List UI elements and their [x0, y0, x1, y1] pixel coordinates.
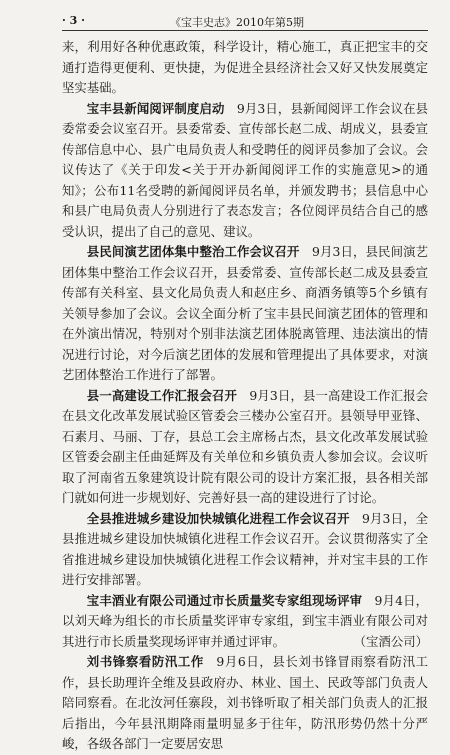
- article-body: [62, 37, 428, 755]
- page-number: · 3 ·: [62, 14, 85, 27]
- news-headline: 刘书锋察看防汛工作: [86, 654, 204, 669]
- paragraph-text: 9月4日，以刘天峰为组长的市长质量奖评审专家组，到宝丰酒业有限公司对其进行市长质量奖现场评审并通过评审。: [62, 592, 428, 649]
- news-headline: 县一高建设工作汇报会召开: [86, 387, 237, 403]
- paragraph: [62, 242, 428, 386]
- paragraph-text: 9月3日，县民间演艺团体集中整治工作会议召开，县委常委、宣传部长赵二成及县委宣传部有关科室、县文化局负责人和赵庄乡、商酒务镇等5个乡镇有关领导参加了会议。会议全面分析了宝丰县民间演艺团体的管理和在外演出情况，特别对个别非法演艺团体脱离管理、违法演出的情况进行讨论，对今后演艺团体的发展和管理提出了具体要求，对演艺团体整治工作进行了部署。: [62, 244, 428, 382]
- paragraph: [62, 652, 428, 755]
- paragraph: [62, 509, 428, 591]
- source-attribution: （宝酒公司）: [353, 633, 428, 649]
- paragraph-text: 9月3日，县新闻阅评工作会议在县委常委会议室召开。县委常委、宣传部长赵二成、胡成义，县委宣传部信息中心、县广电局负责人和受聘任的阅评员参加了会议。会议传达了《关于印发<关于开办新闻阅评工作的实施意见>的通知》；公布11名受聘的新闻阅评员名单，并颁发聘书；县信息中心和县广电局负责人分别进行了表态发言；各位阅评员结合自己的感受认识，提出了自己的意见、建议。: [62, 100, 428, 239]
- paragraph-text: 9月3日，县一高建设工作汇报会在县文化改革发展试验区管委会三楼办公室召开。县领导甲亚锋、石素月、马丽、丁存，县总工会主席杨占杰，县文化改革发展试验区管委会副主任曲延辉及有关单位和乡镇负责人参加会议。会议听取了河南省五象建筑设计院有限公司的设计方案汇报，县各相关部门就如何进一步规划好、完善好县一高的建设进行了讨论。: [62, 387, 428, 505]
- news-headline: 宝丰县新闻阅评制度启动: [86, 100, 225, 116]
- paragraph: [62, 591, 428, 653]
- journal-title: 《宝丰史志》2010年第5期: [170, 16, 304, 29]
- paragraph-text: 9月6日，县长刘书锋冒雨察看防汛工作，县长助理许全维及县政府办、林业、国土、民政等部门负责人陪同察看。在北汝河任寨段，刘书锋听取了相关部门负责人的汇报后指出，今年县汛期降雨量明显多于往年，防汛形势仍然十分严峻，各级各部门一定要居安思: [62, 654, 428, 751]
- news-headline: 县民间演艺团体集中整治工作会议召开: [86, 244, 300, 259]
- news-headline: 全县推进城乡建设加快城镇化进程工作会议召开: [86, 510, 350, 526]
- paragraph: [62, 99, 428, 243]
- page-header: [62, 12, 428, 31]
- paragraph: [62, 386, 428, 509]
- news-headline: 宝丰酒业有限公司通过市长质量奖专家组现场评审: [86, 592, 363, 608]
- paragraph-text: 来，利用好各种优惠政策，科学设计，精心施工，真正把宝丰的交通打造得更便利、更快捷，为促进全县经济社会又好又快发展奠定坚实基础。: [62, 39, 428, 95]
- paragraph-text: 9月3日，全县推进城乡建设加快城镇化进程工作会议召开。会议贯彻落实了全省推进城乡建设加快城镇化进程工作会议精神，并对宝丰县的工作进行安排部署。: [62, 510, 428, 587]
- paragraph: [62, 37, 428, 99]
